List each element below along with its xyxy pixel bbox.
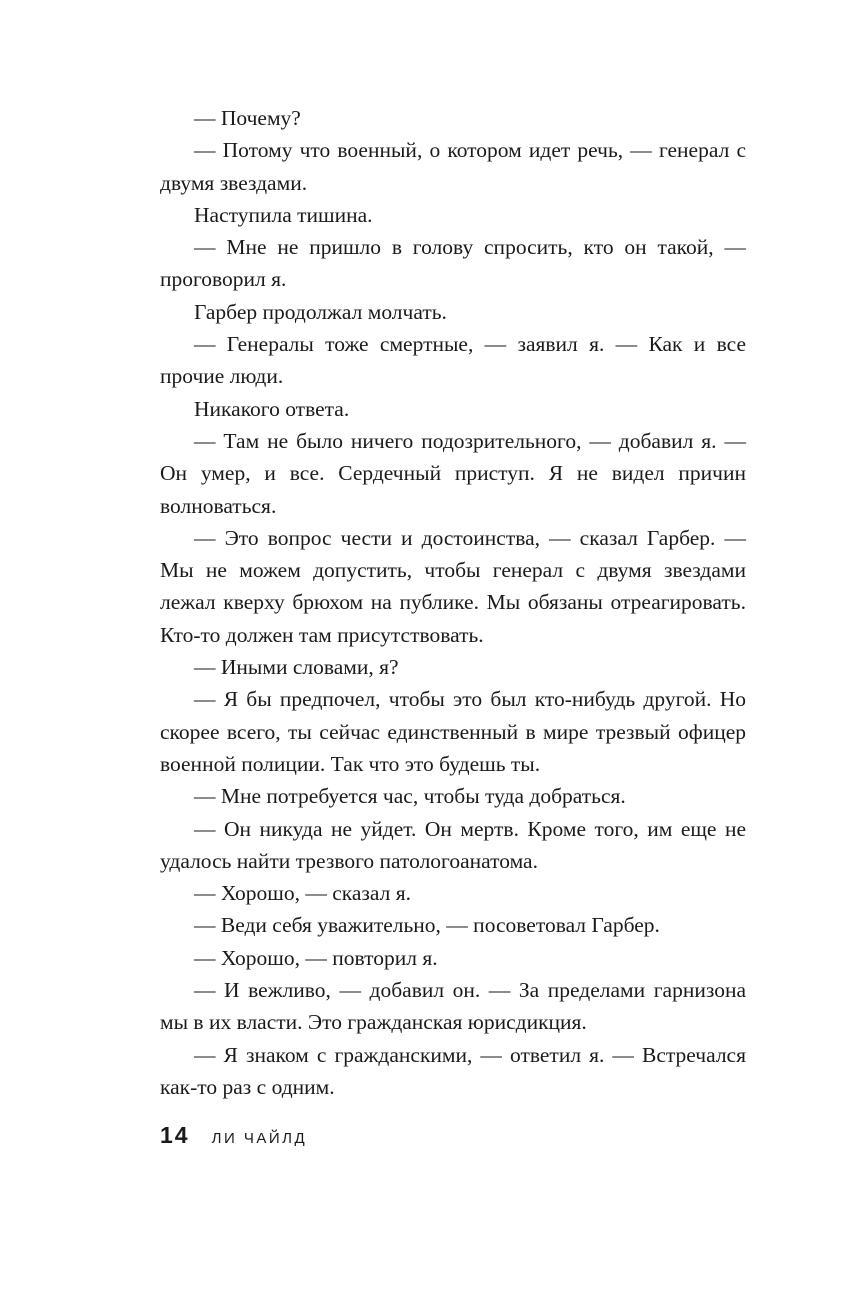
page-number: 14: [160, 1122, 190, 1148]
running-title-author: ЛИ ЧАЙЛД: [211, 1130, 308, 1147]
paragraph: — Мне потребуется час, чтобы туда добраться.: [194, 784, 626, 809]
paragraph: — Я бы предпочел, чтобы это был кто-нибудь другой. Но скорее всего, ты сейчас единственный в мире трезвый офицер военной полиции. Так что это будешь ты.: [160, 687, 746, 776]
paragraph: — Веди себя уважительно, — посоветовал Гарбер.: [194, 913, 660, 938]
paragraph: — Почему?: [194, 106, 301, 130]
paragraph: — Мне не пришло в голову спросить, кто он такой, — проговорил я.: [160, 235, 746, 292]
paragraph: Наступила тишина.: [194, 202, 373, 227]
paragraph: — Хорошо, — повторил я.: [194, 945, 438, 970]
paragraph: — Потому что военный, о котором идет речь, — генерал с двумя звездами.: [160, 138, 746, 195]
paragraph: Гарбер продолжал молчать.: [194, 299, 447, 324]
page-footer: [160, 1122, 307, 1149]
body-text: [160, 102, 746, 1103]
paragraph: Никакого ответа.: [194, 396, 350, 421]
paragraph: — Там не было ничего подозрительного, — добавил я. — Он умер, и все. Сердечный приступ. Я не видел причин волноваться.: [160, 428, 746, 518]
paragraph: — Иными словами, я?: [194, 655, 399, 680]
paragraph: — Я знаком с гражданскими, — ответил я. — Встречался как-то раз с одним.: [160, 1042, 746, 1099]
paragraph: — Хорошо, — сказал я.: [194, 881, 412, 906]
paragraph: — И вежливо, — добавил он. — За пределами гарнизона мы в их власти. Это гражданская юрисдикция.: [160, 978, 746, 1035]
paragraph: — Это вопрос чести и достоинства, — сказал Гарбер. — Мы не можем допустить, чтобы генерал с двумя звездами лежал кверху брюхом на публике. Мы обязаны отреагировать. Кто-то должен там присутствовать.: [160, 525, 746, 647]
paragraph: — Генералы тоже смертные, — заявил я. — Как и все прочие люди.: [160, 332, 746, 389]
paragraph: — Он никуда не уйдет. Он мертв. Кроме того, им еще не удалось найти трезвого патологоанатома.: [160, 816, 746, 873]
